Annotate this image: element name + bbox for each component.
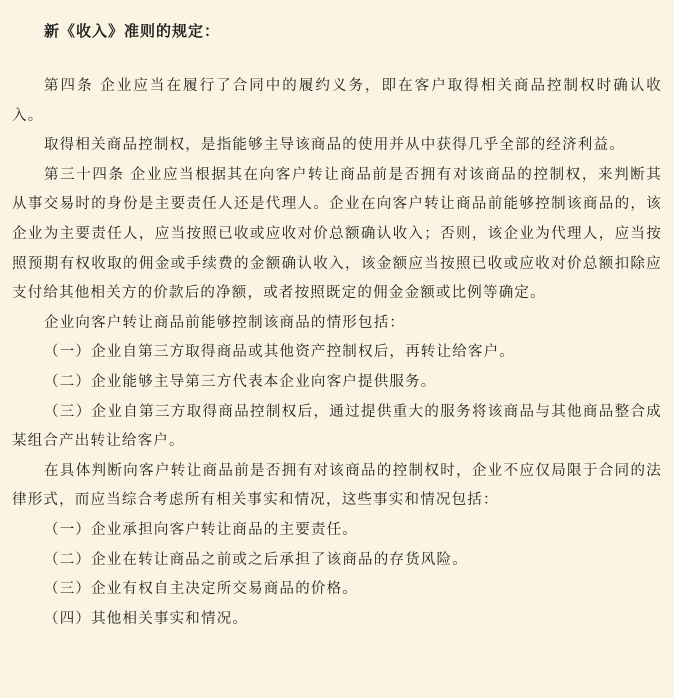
judgment-factor-item-4: （四）其他相关事实和情况。 (44, 610, 249, 627)
control-situations-intro: 企业向客户转让商品前能够控制该商品的情形包括： (44, 314, 406, 331)
control-definition-paragraph: 取得相关商品控制权，是指能够主导该商品的使用并从中获得几乎全部的经济利益。 (44, 137, 625, 154)
control-situation-item-1: （一）企业自第三方取得商品或其他资产控制权后，再转让给客户。 (44, 344, 515, 361)
judgment-factor-item-1: （一）企业承担向客户转让商品的主要责任。 (44, 521, 358, 538)
article-4-paragraph: 第四条 企业应当在履行了合同中的履约义务，即在客户取得相关商品控制权时确认收入。 (12, 78, 662, 124)
section-heading: 新《收入》准则的规定： (44, 22, 221, 40)
judgment-factors-intro: 在具体判断向客户转让商品前是否拥有对该商品的控制权时，企业不应仅局限于合同的法律形式，而应当综合考虑所有相关事实和情况，这些事实和情况包括： (12, 462, 662, 509)
judgment-factor-item-2: （二）企业在转让商品之前或之后承担了该商品的存货风险。 (44, 551, 468, 568)
judgment-factor-item-3: （三）企业有权自主决定所交易商品的价格。 (44, 581, 358, 598)
control-situation-item-3: （三）企业自第三方取得商品控制权后，通过提供重大的服务将该商品与其他商品整合成某组合产出转让给客户。 (12, 403, 662, 450)
control-situation-item-2: （二）企业能够主导第三方代表本企业向客户提供服务。 (44, 373, 437, 390)
article-34-paragraph: 第三十四条 企业应当根据其在向客户转让商品前是否拥有对该商品的控制权，来判断其从事交易时的身份是主要责任人还是代理人。企业在向客户转让商品前能够控制该商品的，该企业为主要责任人，应当按照已收或应收对价总额确认收入；否则，该企业为代理人，应当按照预期有权收取的佣金或手续费的金额确认收入，该金额应当按照已收或应收对价总额扣除应支付给其他相关方的价款后的净额，或者按照既定的佣金金额或比例等确定。 (12, 166, 662, 302)
